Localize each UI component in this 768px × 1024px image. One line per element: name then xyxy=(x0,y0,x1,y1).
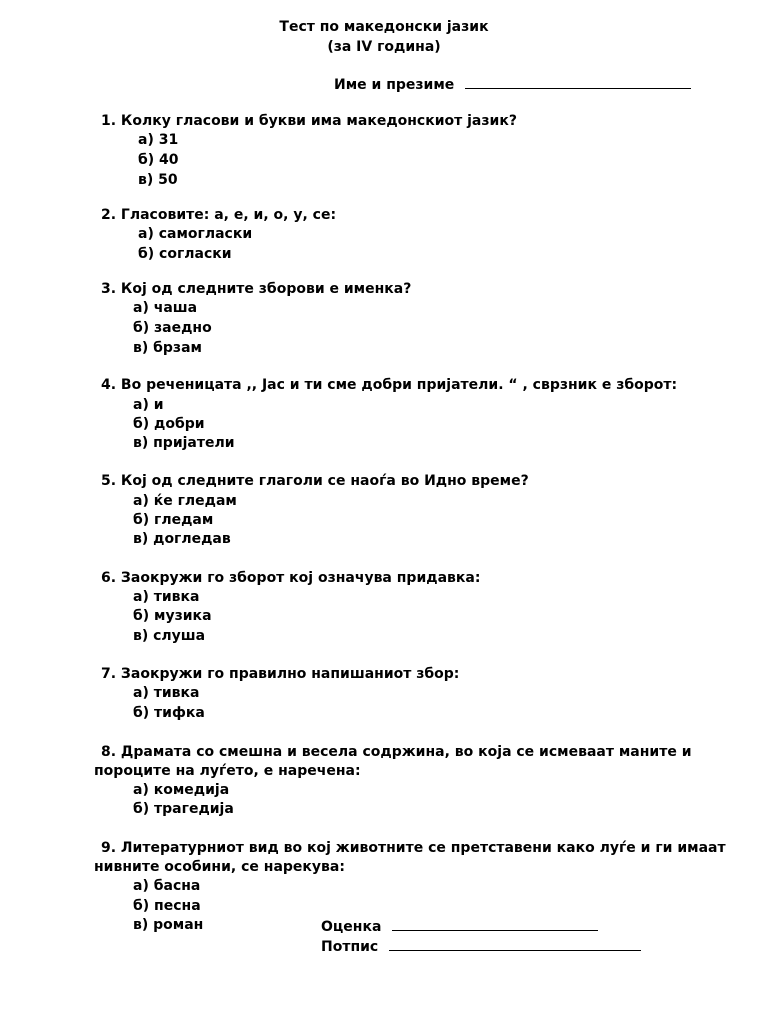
question-5-text: 5. Кој од следните глаголи се наоѓа во Идно време? xyxy=(101,473,529,489)
question-9-text: 9. Литературниот вид во кој животните се претставени како луѓе и ги имаат xyxy=(101,840,726,856)
name-blank-line[interactable] xyxy=(465,74,691,89)
question-2-option-b[interactable]: б) согласки xyxy=(138,246,232,262)
question-9-option-c[interactable]: в) роман xyxy=(133,917,204,933)
signature-blank-line[interactable] xyxy=(389,936,641,951)
page-title: Тест по македонски јазик xyxy=(279,19,489,35)
question-2-option-a[interactable]: а) самогласки xyxy=(138,226,253,242)
question-3-option-c[interactable]: в) брзам xyxy=(133,340,202,356)
question-6-option-a[interactable]: а) тивка xyxy=(133,589,200,605)
question-1-option-a[interactable]: а) 31 xyxy=(138,132,179,148)
question-6-option-c[interactable]: в) слуша xyxy=(133,628,206,644)
question-5-option-a[interactable]: а) ќе гледам xyxy=(133,493,237,509)
question-5-option-b[interactable]: б) гледам xyxy=(133,512,214,528)
question-8-option-a[interactable]: а) комедија xyxy=(133,782,230,798)
question-8-text-continued: пороците на луѓето, е наречена: xyxy=(94,763,361,779)
question-9-option-b[interactable]: б) песна xyxy=(133,898,201,914)
question-1-option-b[interactable]: б) 40 xyxy=(138,152,179,168)
grade-field[interactable] xyxy=(321,916,598,936)
question-8-option-b[interactable]: б) трагедија xyxy=(133,801,234,817)
question-3-option-a[interactable]: а) чаша xyxy=(133,300,198,316)
question-4-text: 4. Во реченицата ,, Јас и ти сме добри пријатели. “ , сврзник е зборот: xyxy=(101,377,678,393)
name-label: Име и презиме xyxy=(334,77,455,93)
question-4-option-c[interactable]: в) пријатели xyxy=(133,435,235,451)
question-7-text: 7. Заокружи го правилно напишаниот збор: xyxy=(101,666,460,682)
question-9-option-a[interactable]: а) басна xyxy=(133,878,201,894)
grade-label: Оценка xyxy=(321,919,382,935)
question-3-text: 3. Кој од следните зборови е именка? xyxy=(101,281,412,297)
question-1-option-c[interactable]: в) 50 xyxy=(138,172,178,188)
question-9-text-continued: нивните особини, се нарекува: xyxy=(94,859,345,875)
grade-blank-line[interactable] xyxy=(392,916,598,931)
question-3-option-b[interactable]: б) заедно xyxy=(133,320,212,336)
question-7-option-a[interactable]: а) тивка xyxy=(133,685,200,701)
question-1-text: 1. Колку гласови и букви има македонскиот јазик? xyxy=(101,113,517,129)
question-5-option-c[interactable]: в) догледав xyxy=(133,531,231,547)
question-6-option-b[interactable]: б) музика xyxy=(133,608,212,624)
name-field[interactable] xyxy=(334,74,691,94)
question-7-option-b[interactable]: б) тифка xyxy=(133,705,205,721)
signature-field[interactable] xyxy=(321,936,641,956)
question-4-option-a[interactable]: а) и xyxy=(133,397,164,413)
question-6-text: 6. Заокружи го зборот кој означува придавка: xyxy=(101,570,481,586)
question-8-text: 8. Драмата со смешна и весела содржина, во која се исмеваат маните и xyxy=(101,744,692,760)
signature-label: Потпис xyxy=(321,939,379,955)
page-subtitle: (за IV година) xyxy=(327,39,441,55)
question-2-text: 2. Гласовите: а, е, и, о, у, се: xyxy=(101,207,337,223)
question-4-option-b[interactable]: б) добри xyxy=(133,416,205,432)
